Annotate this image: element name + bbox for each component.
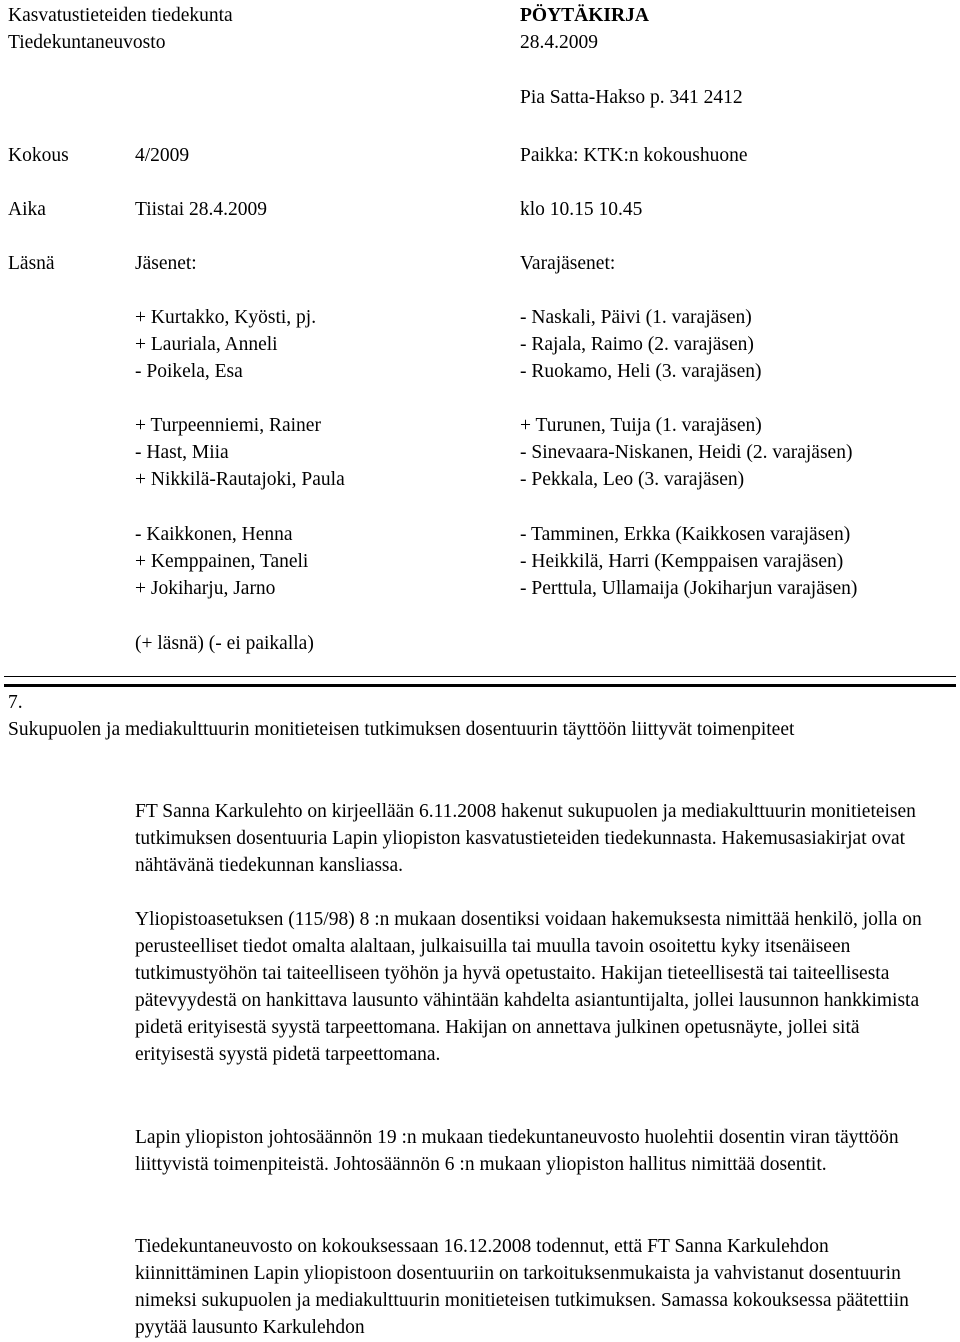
deputy: - Heikkilä, Harri (Kemppaisen varajäsen) [520,551,844,572]
deputy: - Tamminen, Erkka (Kaikkosen varajäsen) [520,524,851,545]
document-type: PÖYTÄKIRJA [520,5,649,26]
deputy: - Naskali, Päivi (1. varajäsen) [520,307,752,328]
attendance-legend: (+ läsnä) (- ei paikalla) [135,633,314,654]
member: + Kemppainen, Taneli [135,551,309,572]
member: - Poikela, Esa [135,361,243,382]
meeting-place: Paikka: KTK:n kokoushuone [520,145,748,166]
paragraph: Tiedekuntaneuvosto on kokouksessaan 16.12.2008 todennut, että FT Sanna Karkulehdon kiinnittäminen Lapin yliopistoon dosentuuriin on tarkoituksenmukaista ja vahvistanut dosentuurin nimeksi sukupuolen ja mediakulttuurin monitieteisen tutkimuksen. Samassa kokouksessa päätettiin pyytää lausunto Karkulehdon [135,1236,909,1338]
item-title: Sukupuolen ja mediakulttuurin monitieteisen tutkimuksen dosentuurin täyttöön liittyvät toimenpiteet [8,719,795,740]
paragraph: Yliopistoasetuksen (115/98) 8 :n mukaan dosentiksi voidaan hakemuksesta nimittää henkilö, jolla on perusteelliset tiedot omalta alaltaan, julkaisuilla tai muulla tavoin osoitettu kyky itsenäiseen tutkimustyöhön tai taiteelliseen työhön ja hyvä opetustaito. Hakijan tieteellisestä tai taiteellisesta pätevyydestä on hankittava lausunto vähintään kahdelta asiantuntijalta, jollei lausunnon hankkimista pidetä erityisestä syystä tarpeettomana. Hakijan on annettava julkinen opetusnäyte, jollei sitä erityisestä syystä pidetä tarpeettomana. [135,909,922,1065]
meeting-time: klo 10.15 10.45 [520,199,643,220]
deputy: - Pekkala, Leo (3. varajäsen) [520,469,745,490]
divider-thick [4,684,956,687]
kokous-value: 4/2009 [135,145,190,166]
members-heading: Jäsenet: [135,253,197,274]
deputy: - Sinevaara-Niskanen, Heidi (2. varajäsen) [520,442,853,463]
item-number: 7. [8,692,23,713]
member: + Kurtakko, Kyösti, pj. [135,307,317,328]
deputies-heading: Varajäsenet: [520,253,616,274]
kokous-label: Kokous [8,145,69,166]
deputy: - Ruokamo, Heli (3. varajäsen) [520,361,762,382]
member: + Lauriala, Anneli [135,334,278,355]
faculty-name: Kasvatustieteiden tiedekunta [8,5,233,26]
member: + Turpeenniemi, Rainer [135,415,321,436]
secretary-contact: Pia Satta-Hakso p. 341 2412 [520,87,743,108]
member: + Jokiharju, Jarno [135,578,276,599]
paragraph: FT Sanna Karkulehto on kirjeellään 6.11.2008 hakenut sukupuolen ja mediakulttuurin monitieteisen tutkimuksen dosentuuria Lapin yliopiston kasvatustieteiden tiedekunnasta. Hakemusasiakirjat ovat nähtävänä tiedekunnan kansliassa. [135,801,916,876]
member: + Nikkilä-Rautajoki, Paula [135,469,345,490]
divider-thin [4,676,956,677]
lasna-label: Läsnä [8,253,55,274]
aika-value: Tiistai 28.4.2009 [135,199,268,220]
document-header-left [8,2,233,56]
deputy: - Rajala, Raimo (2. varajäsen) [520,334,754,355]
aika-label: Aika [8,199,46,220]
member: - Hast, Miia [135,442,229,463]
council-name: Tiedekuntaneuvosto [8,32,166,53]
deputy: + Turunen, Tuija (1. varajäsen) [520,415,762,436]
member: - Kaikkonen, Henna [135,524,293,545]
paragraph: Lapin yliopiston johtosäännön 19 :n mukaan tiedekuntaneuvosto huolehtii dosentin viran täyttöön liittyvistä toimenpiteistä. Johtosäännön 6 :n mukaan yliopiston hallitus nimittää dosentit. [135,1127,899,1175]
document-date: 28.4.2009 [520,32,598,53]
document-header-right [520,2,649,56]
deputy: - Perttula, Ullamaija (Jokiharjun varajäsen) [520,578,858,599]
